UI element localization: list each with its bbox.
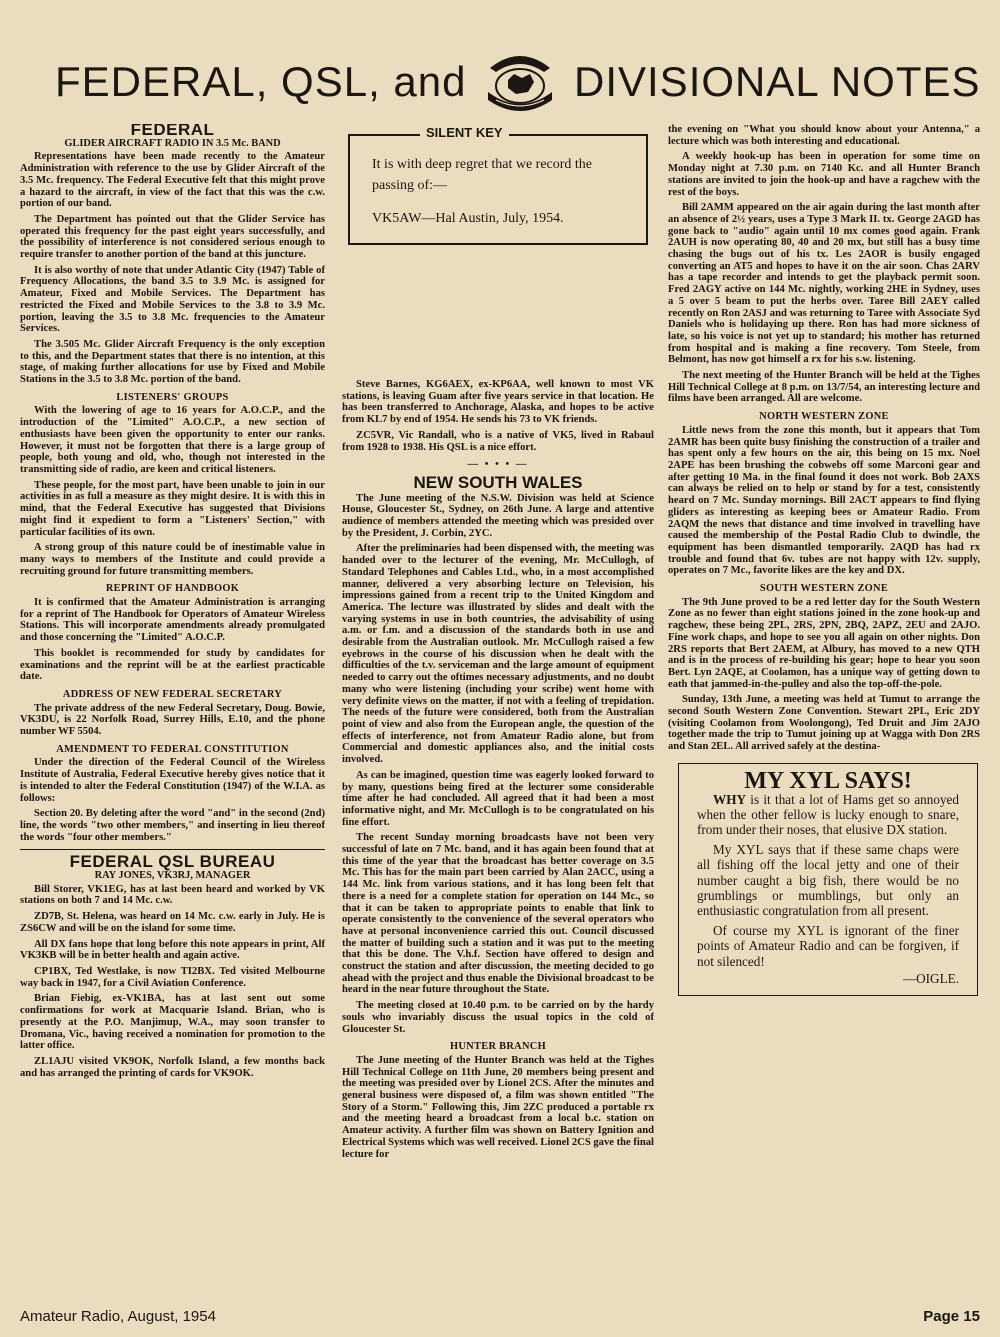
paragraph: The Department has pointed out that the Glider Service has operated this frequency for the past eight years successfully, and the possibility of interference is not considered serious enough to require transfer to another portion of the band at this juncture.	[20, 213, 325, 261]
paragraph: CP1BX, Ted Westlake, is now TI2BX. Ted visited Melbourne way back in 1947, for a Civil Aviation Conference.	[20, 966, 325, 989]
qsl-heading: FEDERAL QSL BUREAU	[69, 852, 276, 872]
paragraph: ZL1AJU visited VK9OK, Norfolk Island, a few months back and has arranged the printing of cards for VK9OK.	[20, 1055, 325, 1079]
paragraph: The 9th June proved to be a red letter day for the South Western Zone as no fewer than eight stations joined in the zone hook-up and ragchew, these being 2PL, 2RS, 2PN, 2BQ, 2APZ, 2EU and 2AJO. Fine work chaps, and hope to see you all again on other nights. Don 2RS reports that Bert 2AEM, at Albury, has moved to a new QTH and is in the process of re-building his gear; hope to hear you soon Bert. Lyn 2AQE, at Coolamon, has a unique way of getting down to eath that jammed-in-the-pulley and also the top-off-the-pole.	[668, 596, 980, 690]
section-dots: — • • • —	[467, 459, 529, 471]
silent-key-text: It is with deep regret that we record the passing of:—	[372, 157, 593, 193]
paragraph: The June meeting of the Hunter Branch was held at the Tighes Hill Technical College on 11th June, 20 members being present and the meeting was presided over by Lionel 2CS. After the minutes and general business were disposed of, a film was shown entitled "The Story of a Storm." Following this, Jim 2ZC produced a portable rx and the meeting heard a broadcast from a local b.c. station on Amateur activity. A further film was shown on Battery Ignition and Electrical Systems which was well received. Lionel 2CS gave the final lecture for	[342, 1054, 654, 1160]
xyl-signature: —OIGLE.	[902, 971, 959, 987]
paragraph: the evening on "What you should know about your Antenna," a lecture which was both interesting and educational.	[668, 124, 980, 147]
xyl-paragraph: My XYL says that if these same chaps were all fishing off the local jetty and one of their number caught a big fish, there would be no grumblings or mumblings, but only an enthusiastic congratulation from all present.	[697, 841, 959, 919]
column-2	[342, 124, 654, 1304]
xyl-paragraph: Of course my XYL is ignorant of the finer points of Amateur Radio and can be forgiven, if not silenced!	[697, 922, 959, 969]
qsl-subheading: RAY JONES, VK3RJ, MANAGER	[94, 870, 251, 882]
paragraph: As can be imagined, question time was eagerly looked forward to by many, questions being fired at the lecturer some considerable time after he had concluded. All agreed that it had been a most informative night, and Mr. McCullogh is to be congratulated on his fine effort.	[342, 769, 654, 828]
silent-key-box	[348, 125, 648, 245]
south-western-heading: SOUTH WESTERN ZONE	[759, 583, 889, 595]
paragraph: Steve Barnes, KG6AEX, ex-KP6AA, well known to most VK stations, is leaving Guam after five years service in that location. He has been transferred to Anchorage, Alaska, and hopes to be active from KL7 by end of 1954. He sends his 73 to VK friends.	[342, 379, 654, 426]
amendment-heading: AMENDMENT TO FEDERAL CONSTITUTION	[56, 743, 289, 755]
paragraph: This booklet is recommended for study by candidates for examinations and the reprint will be at the earliest practicable date.	[20, 647, 325, 683]
north-western-heading: NORTH WESTERN ZONE	[759, 411, 889, 423]
paragraph: Bill Storer, VK1EG, has at last been heard and worked by VK stations on both 7 and 14 Mc. c.w.	[20, 883, 325, 907]
reprint-heading: REPRINT OF HANDBOOK	[105, 583, 240, 595]
paragraph: Under the direction of the Federal Council of the Wireless Institute of Australia, Federal Executive hereby gives notice that it is intended to alter the Federal Constitution (1947) of the W.I.A. as follows:	[20, 757, 325, 804]
masthead-title-right: DIVISIONAL NOTES	[574, 58, 981, 105]
paragraph: The meeting closed at 10.40 p.m. to be carried on by the hardy souls who invariably discuss the usual topics in the cold of Gloucester St.	[342, 1000, 654, 1035]
paragraph: It is also worthy of note that under Atlantic City (1947) Table of Frequency Allocations, the band 3.5 to 3.9 Mc. is assigned for Amateur, Fixed and Mobile Services. The Department has restricted the Fixed and Mobile Services to the 3.8 to 3.9 Mc. portion, leaving the 3.5 to 3.8 Mc. frequencies to the Amateur Services.	[20, 264, 325, 335]
silent-key-title: SILENT KEY	[420, 127, 509, 139]
paragraph: These people, for the most part, have been unable to join in our activities in as full a measure as they might desire. It is with this in mind, that the Federal Executive has suggested that Divisions might find it expedient to form a "Listeners' Section," with particular facilities of its own.	[20, 479, 325, 538]
paragraph: Sunday, 13th June, a meeting was held at Tumut to arrange the second South Western Zone Convention. Stewart 2PL, Eric 2DY (visiting Coolamon from Woolongong), Ted Druit and Jim 2AJO together made the trip to Tumut joining up at Wagga with Don 2RS and Stan 2EL. All arrived safely at the destina-	[668, 694, 980, 753]
silent-key-callsign: VK5AW—Hal Austin, July, 1954.	[372, 211, 564, 226]
paragraph: After the preliminaries had been dispensed with, the meeting was handed over to the lecturer of the evening, Mr. McCullogh, of Standard Telephones and Cables Ltd., who, in a most accomplished manner, delivered a very absorbing lecture on Television, his impressions gained from a recent trip to the United Kingdom and America. The lecture was illustrated by slides and dealt with the varying systems in use in both countries, the advisability of using a.m. or f.m. and a discussion of the standards both in use and desirable from the Australian outlook. Mr. McCullogh raised a few eyebrows in the course of his discussion when he dealt with the difficulties of the t.v. serviceman and the large amount of equipment needed to carry out the oftimes necessary adjustments, and no doubt many who were listening (including your scribe) went home with very definite views on the matter, if not with a feeling of trepidation. The needs of the future were considered, both from the Australian point of view and also from the European angle, the question of the effects of interference, not from Amateur Radio alone, but from Commercial and domestic appliances also, and the initial costs involved.	[342, 543, 654, 766]
paragraph: The recent Sunday morning broadcasts have not been very successful of late on 7 Mc. band, and it has again been found that at this time of the year that the broadcast has better coverage on 3.5 Mc. This has for the main part been carried by Alan 2ACC, using a 144 Mc. link from various stations, and it has long been felt that there is a need for a complete station for operation on 144 Mc., so that it can be taken to appropriate points to enable that link to operate consistently to the convenience of the several operators who have at personal inconvenience carried this out. Council discussed the matter of building such a station and it was put to the meeting that this be done. The V.h.f. Section have offered to design and construct the station and after discussion, the meeting decided to go ahead with the project and thus enable the Divisional broadcast to be heard in the near future throughout the State.	[342, 832, 654, 996]
paragraph: A weekly hook-up has been in operation for some time on Monday night at 7.30 p.m. on 7140 Kc. and all Hunter Branch stations are invited to join the hook-up and have a ragchew with the rest of the boys.	[668, 151, 980, 198]
xyl-text: is it that a lot of Hams get so annoyed when the other fellow is lucky enough to snare, from under their noses, that elusive DX station.	[697, 791, 960, 838]
paragraph: Little news from the zone this month, but it appears that Tom 2AMR has been quite busy finishing the construction of a trailer and has spent only a few hours on the air, this being on 15 mx. Noel 2APE has been brushing the cobwebs off some Marconi gear and after getting 10 Ma. in the final found it does not work. Bob 2AXS can always be relied on to help or stand by for a test, consistently heard on 7 Mc. Sunday mornings. Bill 2ACT appears to find flying gliders as interesting as keeping bees or Amateur Radio. From 2AQM the news that distance and time involved in travelling have caused the membership of the Postal Radio Club to dwindle, the equipment has been dismantled temporarily. 2AQD has had rx trouble and found that 6v. tubes are not happy with 12v. supply, operates on 7 Mc., favorite likes are the key and DX.	[668, 424, 980, 577]
listeners-heading: LISTENERS' GROUPS	[116, 391, 229, 403]
xyl-paragraph	[697, 792, 959, 838]
column-3	[668, 124, 980, 1304]
paragraph: Section 20. By deleting after the word "and" in the second (2nd) line, the words "two other members," and inserting in lieu thereof the words "four other members."	[20, 808, 325, 843]
paragraph: Brian Fiebig, ex-VK1BA, has at last sent out some confirmations for work at Macquarie Island. Brian, who is presently at the P.O. Manjimup, W.A., may soon transfer to Dromana, Vic., having received a nomination for promotion to the latter office.	[20, 993, 325, 1052]
xyl-title: MY XYL SAYS!	[744, 767, 912, 794]
paragraph: It is confirmed that the Amateur Administration is arranging for a reprint of The Handbook for Operators of Amateur Wireless Stations. This will incorporate amendments already promulgated and those concerning the "Limited" A.O.C.P.	[20, 597, 325, 644]
paragraph: Representations have been made recently to the Amateur Administration with reference to the use by Glider Aircraft of the 3.5 Mc. frequency. The Federal Executive felt that this might prove a hazard to the aircraft, in view of the fact that this was the c.w. portion of our band.	[20, 151, 325, 210]
paragraph: ZC5VR, Vic Randall, who is a native of VK5, lived in Rabaul from 1928 to 1938. His QSL is a nice effort.	[342, 429, 654, 453]
nsw-heading: NEW SOUTH WALES	[413, 472, 583, 492]
glider-heading: GLIDER AIRCRAFT RADIO IN 3.5 Mc. BAND	[64, 137, 281, 149]
paragraph: All DX fans hope that long before this note appears in print, Alf VK3KB will be in better health and again active.	[20, 938, 325, 962]
paragraph: The private address of the new Federal Secretary, Doug. Bowie, VK3DU, is 22 Norfolk Road, Surrey Hills, E.10, and the phone number WF 5504.	[20, 702, 325, 738]
wia-emblem-icon	[470, 50, 570, 120]
footer-page-number: Page 15	[923, 1308, 980, 1325]
xyl-lead-word: WHY	[713, 791, 746, 807]
masthead-title-left: FEDERAL, QSL, and	[55, 58, 467, 105]
footer-publication: Amateur Radio, August, 1954	[20, 1308, 216, 1325]
paragraph: A strong group of this nature could be of inestimable value in many ways to members of the Institute and could provide a recruiting ground for future transmitting members.	[20, 542, 325, 577]
column-1	[20, 124, 325, 1304]
address-heading: ADDRESS OF NEW FEDERAL SECRETARY	[62, 688, 283, 700]
my-xyl-says-box	[678, 763, 978, 996]
paragraph: The 3.505 Mc. Glider Aircraft Frequency is the only exception to this, and the Department states that there is no intention, at this stage, of making further allocations for use by Fixed and Mobile Stations in the 3.5 to 3.8 Mc. portion of the band.	[20, 338, 325, 386]
divider	[20, 849, 325, 850]
paragraph: ZD7B, St. Helena, was heard on 14 Mc. c.w. early in July. He is ZS6CW and will be on the island for some time.	[20, 911, 325, 934]
federal-heading: FEDERAL	[130, 124, 215, 139]
hunter-heading: HUNTER BRANCH	[450, 1041, 546, 1053]
paragraph: The next meeting of the Hunter Branch will be held at the Tighes Hill Technical College at 8 p.m. on 13/7/54, an interesting lecture and films have been arranged. All are welcome.	[668, 370, 980, 405]
paragraph: The June meeting of the N.S.W. Division was held at Science House, Gloucester St., Sydney, on 26th June. A large and attentive audience of members attended the meeting which was presided over by the President, J. Corbin, 2YC.	[342, 492, 654, 539]
paragraph: Bill 2AMM appeared on the air again during the last month after an absence of 2½ years, uses a Type 3 Mark II. tx. George 2AGD has gone back to "audio" again until 10 mx comes good again. Frank 2AUH is now operating 80, 40 and 20 mx, but still has a busy time chasing the bugs out of his tx. Les 2AOR is busily engaged converting an AT5 and hopes to have it on the air soon. Chas 2ARV has a tape recorder and intends to get the playback permit soon. Fred 2AGY active on 144 Mc. nightly, working 2HE in Sydney, uses a 5 over 5 beam to put the herbs over. Taree Bill 2AEY called recently on Ron 2ASJ and was returning to Taree with Associate Syd Daniels who is holidaying up there. Ron has had more sickness of late, so his voice is not yet up to standard; his mother has returned from hospital and is making a fine recovery. Tom Steele, from Belmont, has now got himself a rx for his s.w. listening.	[668, 202, 980, 366]
page-footer	[20, 1308, 980, 1325]
spacer	[342, 259, 654, 379]
masthead	[0, 50, 1000, 120]
paragraph: With the lowering of age to 16 years for A.O.C.P., and the introduction of the "Limited" A.O.C.P., a new section of enthusiasts have been given the opportunity to enter our ranks. However, it must not be forgotten that there is a large group of people, both young and old, who, though not interested in the transmitting side of radio, are keen and critical listeners.	[20, 405, 325, 475]
